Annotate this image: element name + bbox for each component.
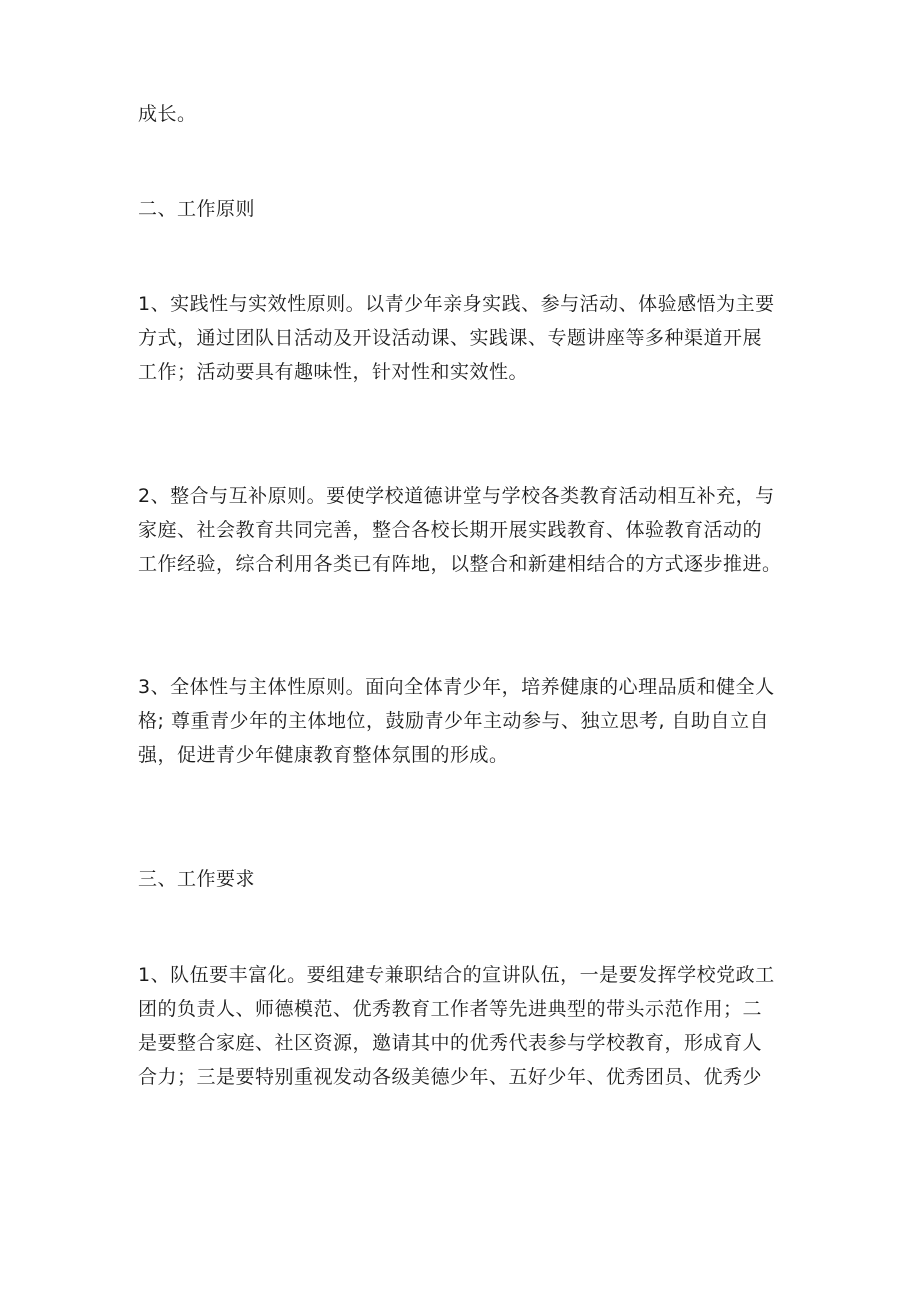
text-line: 强，促进青少年健康教育整体氛围的形成。 (138, 744, 509, 766)
text-line: 2、整合与互补原则。要使学校道德讲堂与学校各类教育活动相互补充，与 (138, 485, 775, 507)
heading-text: 二、工作原则 (138, 198, 256, 220)
paragraph-principle-3 (138, 670, 798, 772)
section-heading-principles (138, 192, 798, 226)
section-heading-requirements (138, 862, 798, 896)
paragraph-principle-1 (138, 287, 798, 389)
text-line: 工作；活动要具有趣味性，针对性和实效性。 (138, 361, 529, 383)
text-line: 成长。 (138, 103, 197, 125)
paragraph-continuation (138, 97, 798, 131)
text-line: 方式，通过团队日活动及开设活动课、实践课、专题讲座等多种渠道开展 (138, 327, 763, 349)
text-line: 合力；三是要特别重视发动各级美德少年、五好少年、优秀团员、优秀少 (138, 1066, 763, 1088)
text-line: 工作经验，综合利用各类已有阵地，以整合和新建相结合的方式逐步推进。 (138, 553, 782, 575)
text-line: 格; 尊重青少年的主体地位，鼓励青少年主动参与、独立思考, 自助自立自 (138, 710, 770, 732)
text-line: 1、实践性与实效性原则。以青少年亲身实践、参与活动、体验感悟为主要 (138, 293, 775, 315)
text-line: 1、队伍要丰富化。要组建专兼职结合的宣讲队伍，一是要发挥学校党政工 (138, 964, 775, 986)
heading-text: 三、工作要求 (138, 868, 256, 890)
paragraph-principle-2 (138, 479, 798, 581)
paragraph-requirement-1 (138, 958, 798, 1094)
text-line: 家庭、社会教育共同完善，整合各校长期开展实践教育、体验教育活动的 (138, 519, 763, 541)
text-line: 团的负责人、师德模范、优秀教育工作者等先进典型的带头示范作用；二 (138, 998, 763, 1020)
text-line: 3、全体性与主体性原则。面向全体青少年，培养健康的心理品质和健全人 (138, 676, 775, 698)
text-line: 是要整合家庭、社区资源，邀请其中的优秀代表参与学校教育，形成育人 (138, 1032, 763, 1054)
